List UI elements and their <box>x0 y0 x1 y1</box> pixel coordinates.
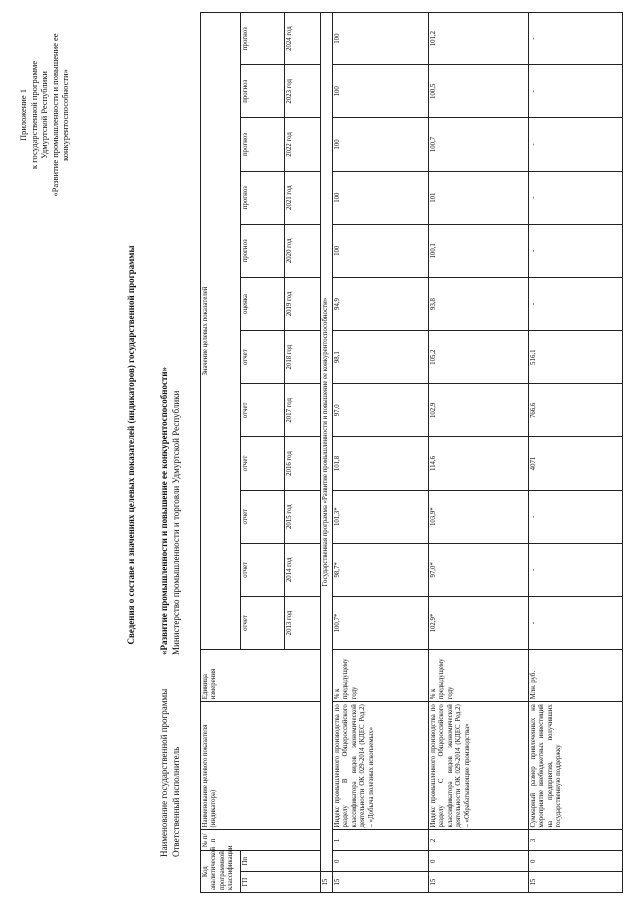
row-value: 100 <box>333 224 429 277</box>
document-title: Сведения о составе и значениях целевых показателей (индикаторов) государственной программы <box>126 245 136 645</box>
row-value: 516,1 <box>529 331 623 384</box>
col-type: отчет <box>241 596 285 649</box>
header-pp: Пп <box>241 851 321 872</box>
row-pp: 0 <box>429 851 529 872</box>
row-value: 103,9* <box>429 490 529 543</box>
appendix-line: Удмуртской Республики <box>39 71 49 159</box>
row-value: 4071 <box>529 437 623 490</box>
col-year: 2022 год <box>285 118 321 171</box>
header-number: № п/п <box>201 830 321 851</box>
row-value: - <box>529 13 623 65</box>
section-gp: 15 <box>321 872 333 893</box>
col-year: 2020 год <box>285 224 321 277</box>
col-year: 2018 год <box>285 331 321 384</box>
indicators-table <box>200 12 623 893</box>
row-value: 102,9 <box>429 384 529 437</box>
row-value: 101,3* <box>333 490 429 543</box>
col-year: 2013 год <box>285 596 321 649</box>
row-value: - <box>529 118 623 171</box>
row-pp: 0 <box>333 851 429 872</box>
row-value: 98,1 <box>333 331 429 384</box>
row-number: 1 <box>333 830 429 851</box>
row-value: 101 <box>429 171 529 224</box>
col-year: 2017 год <box>285 384 321 437</box>
col-type: оценка <box>241 277 285 330</box>
row-value: 105,2 <box>429 331 529 384</box>
col-type: прогноз <box>241 171 285 224</box>
appendix-line: к государственной программе <box>28 60 39 170</box>
table-row <box>333 13 429 893</box>
row-gp: 15 <box>429 872 529 893</box>
appendix-line: конкурентоспособности» <box>60 69 70 161</box>
header-indicator-name: Наименование целевого показателя (индикатора) <box>201 702 321 830</box>
col-year: 2015 год <box>285 490 321 543</box>
row-value: - <box>529 171 623 224</box>
row-value: 98,7* <box>333 543 429 596</box>
appendix-note <box>18 15 71 215</box>
row-gp: 15 <box>529 872 623 893</box>
row-pp: 0 <box>529 851 623 872</box>
row-value: 100,7 <box>429 118 529 171</box>
row-unit: Млн. руб. <box>529 650 623 702</box>
header-gp: ГП <box>241 872 321 893</box>
table-row <box>429 13 529 893</box>
row-value: 93,8 <box>429 277 529 330</box>
col-type: прогноз <box>241 13 285 65</box>
col-year: 2024 год <box>285 13 321 65</box>
row-value: 97,0* <box>429 543 529 596</box>
row-number: 3 <box>529 830 623 851</box>
row-value: 100,5 <box>429 65 529 118</box>
row-value: 101,8 <box>333 437 429 490</box>
row-value: - <box>529 224 623 277</box>
row-value: - <box>529 277 623 330</box>
row-value: 114,6 <box>429 437 529 490</box>
row-number: 2 <box>429 830 529 851</box>
row-value: 100 <box>333 171 429 224</box>
col-year: 2014 год <box>285 543 321 596</box>
row-value: 102,9* <box>429 596 529 649</box>
header-unit: Единица измерения <box>201 650 321 702</box>
executor-label: Ответственный исполнитель <box>171 746 181 857</box>
row-gp: 15 <box>333 872 429 893</box>
row-indicator-name: Индекс промышленного производства по разделу В Общероссийского классификатора видов экономической деятельности ОК 029-2014 (КДЕС Ред.2) – «Добыча полезных ископаемых» <box>333 702 429 830</box>
row-value: - <box>529 596 623 649</box>
row-value: 100,7* <box>333 596 429 649</box>
col-year: 2016 год <box>285 437 321 490</box>
row-unit: % к предыдущему году <box>429 650 529 702</box>
col-type: отчет <box>241 331 285 384</box>
executor-name: Министерство промышленности и торговли Удмуртской Республики <box>171 390 181 655</box>
row-value: 100 <box>333 65 429 118</box>
row-value: 97,0 <box>333 384 429 437</box>
row-value: 766,6 <box>529 384 623 437</box>
row-indicator-name: Суммарный размер привлеченных на мероприятие внебюджетных инвестиций на предприятия, получивших государственную поддержку <box>529 702 623 830</box>
program-name: «Развитие промышленности и повышение ее конкурентоспособности» <box>159 366 169 655</box>
appendix-line: Приложение 1 <box>18 89 28 141</box>
row-value: 94,9 <box>333 277 429 330</box>
col-type: прогноз <box>241 65 285 118</box>
row-value: 100 <box>333 13 429 65</box>
row-value: 100 <box>333 118 429 171</box>
col-type: прогноз <box>241 118 285 171</box>
row-value: - <box>529 65 623 118</box>
row-value: - <box>529 490 623 543</box>
program-label: Наименование государственной программы <box>159 688 169 857</box>
appendix-line: «Развитие промышленности и повышение ее <box>49 33 60 197</box>
row-indicator-name: Индекс промышленного производства по разделу С Общероссийского классификатора видов экономической деятельности ОК 029-2014 (КДЕС Ред.2) – «Обрабатывающие производства» <box>429 702 529 830</box>
row-value: 101,2 <box>429 13 529 65</box>
col-year: 2019 год <box>285 277 321 330</box>
row-value: - <box>529 543 623 596</box>
col-type: прогноз <box>241 224 285 277</box>
col-type: отчет <box>241 543 285 596</box>
col-year: 2021 год <box>285 171 321 224</box>
section-title: Государственная программа «Развитие промышленности и повышение ее конкурентоспособности» <box>321 13 333 872</box>
table-row <box>529 13 623 893</box>
col-type: отчет <box>241 490 285 543</box>
row-value: 100,1 <box>429 224 529 277</box>
col-year: 2023 год <box>285 65 321 118</box>
col-type: отчет <box>241 384 285 437</box>
header-code: Код аналитической программной классификации <box>201 851 241 893</box>
row-unit: % к предыдущему году <box>333 650 429 702</box>
header-values: Значение целевых показателей <box>201 13 241 650</box>
col-type: отчет <box>241 437 285 490</box>
